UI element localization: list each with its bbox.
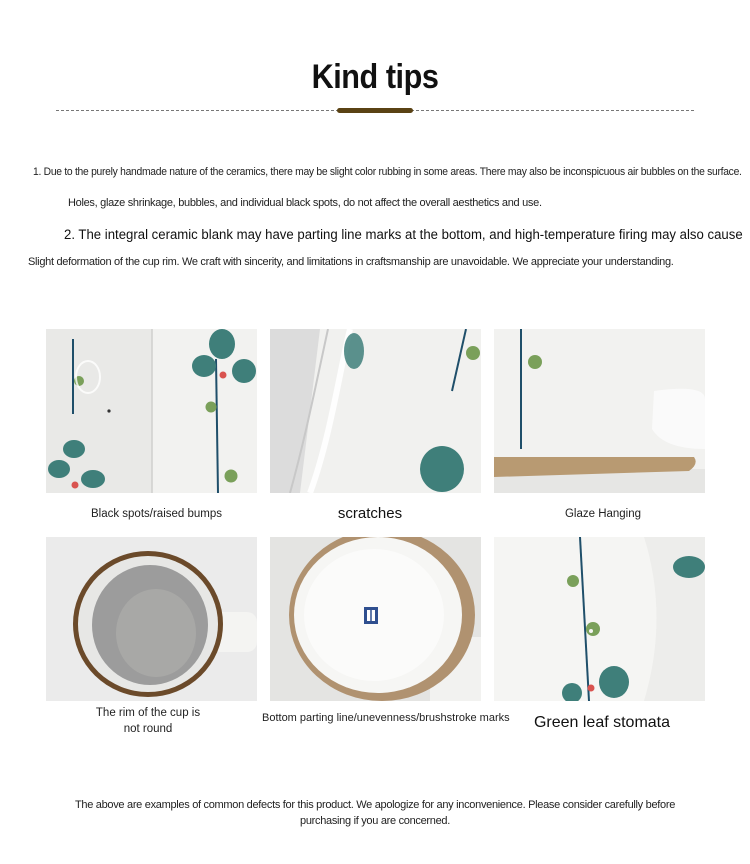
photo-green-leaf-stomata xyxy=(494,537,705,701)
photo-rim-not-round xyxy=(46,537,257,701)
photo-scratches xyxy=(270,329,481,493)
caption-glaze-hanging: Glaze Hanging xyxy=(564,508,642,520)
caption-black-spots: Black spots/raised bumps xyxy=(90,508,223,520)
caption-green-leaf-stomata: Green leaf stomata xyxy=(533,714,671,731)
caption-bottom-parting-line: Bottom parting line/unevenness/brushstroke marks xyxy=(262,712,510,724)
footer-note: The above are examples of common defects for this product. We apologize for any inconvenience. Please consider carefully before purchasing if you are concerned. xyxy=(74,799,676,827)
tip-1: 1. Due to the purely handmade nature of the ceramics, there may be slight color rubbing in some areas. There may also be inconspicuous air bubbles on the surface. xyxy=(33,166,742,178)
caption-rim-not-round: The rim of the cup is not round xyxy=(95,707,201,735)
title-accent-bar xyxy=(337,108,413,113)
tip-2-continued: Slight deformation of the cup rim. We craft with sincerity, and limitations in craftsmanship are unavoidable. We appreciate your understanding. xyxy=(28,256,674,268)
photo-bottom-parting-line xyxy=(270,537,481,701)
tip-2: 2. The integral ceramic blank may have parting line marks at the bottom, and high-temperature firing may also cause xyxy=(64,227,743,242)
caption-scratches: scratches xyxy=(337,505,403,522)
photo-black-spots xyxy=(46,329,257,493)
tip-1-continued: Holes, glaze shrinkage, bubbles, and individual black spots, do not affect the overall aesthetics and use. xyxy=(68,197,542,209)
page-title: Kind tips xyxy=(311,58,439,96)
photo-glaze-hanging xyxy=(494,329,705,493)
